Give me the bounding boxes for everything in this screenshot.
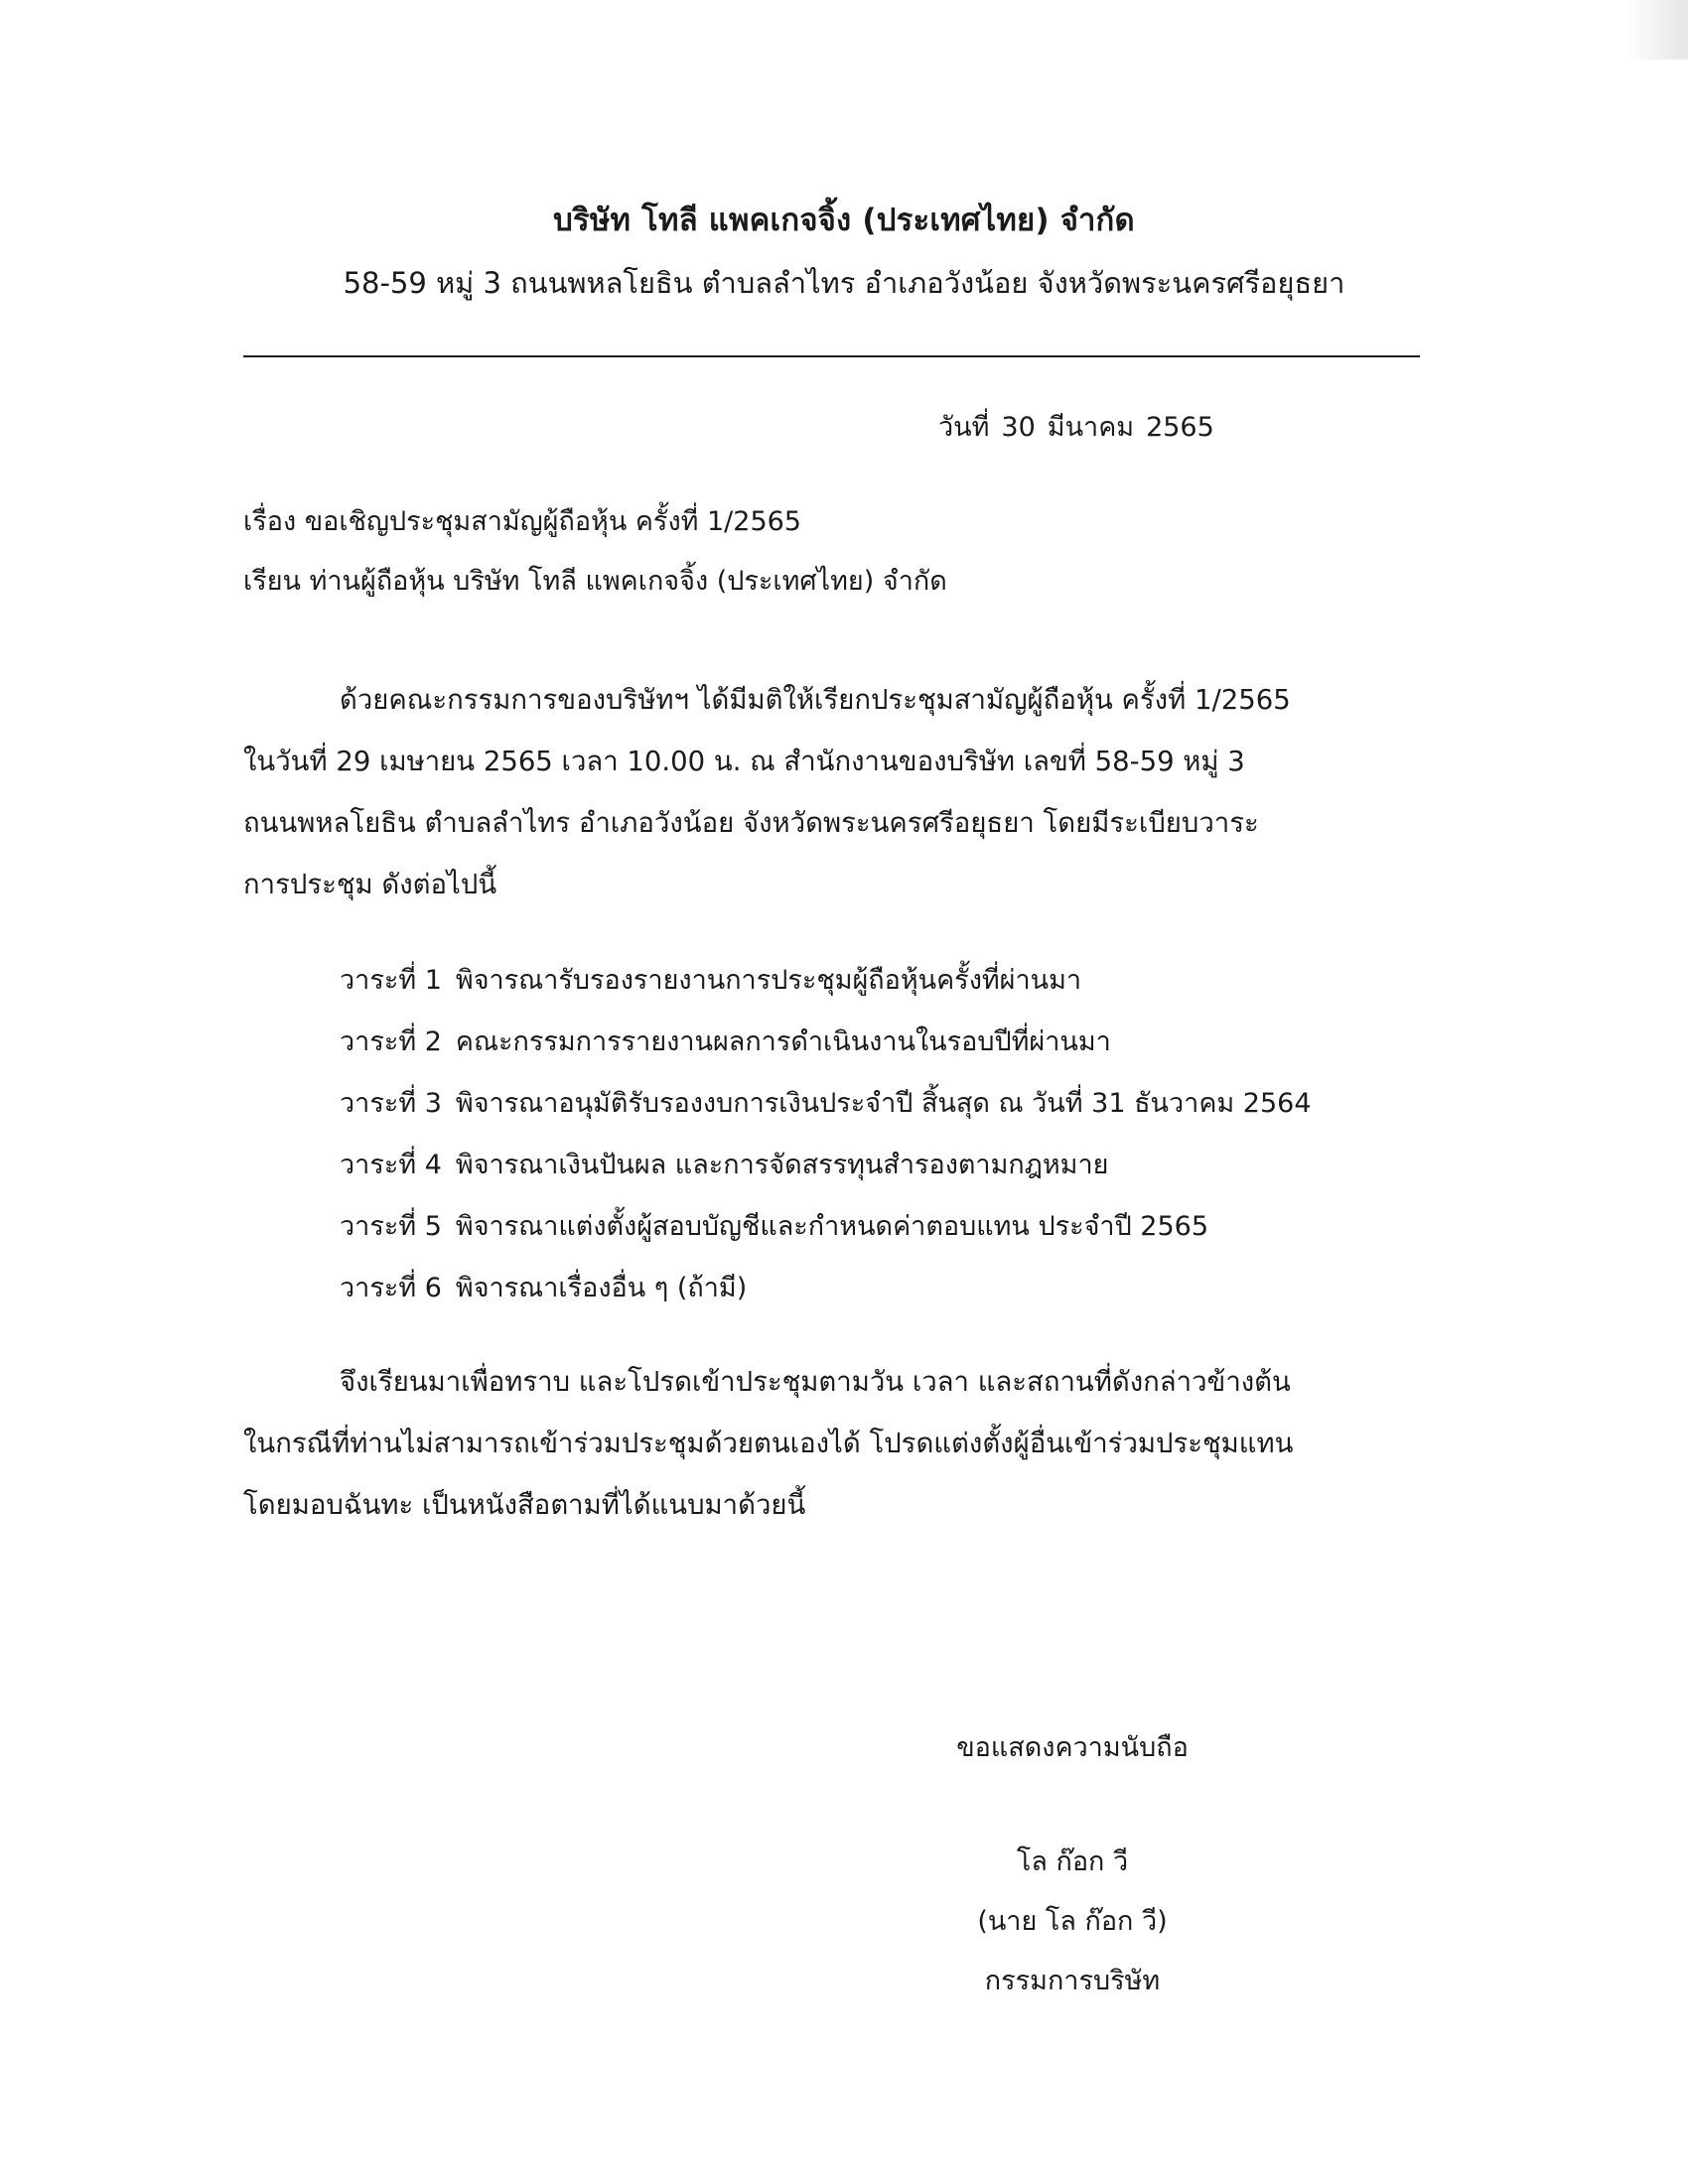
- intro-line-2: ในวันที่ 29 เมษายน 2565 เวลา 10.00 น. ณ สำนักงานของบริษัท เลขที่ 58-59 หมู่ 3: [243, 746, 1245, 777]
- signer-position: กรรมการบริษัท: [984, 1966, 1161, 1996]
- intro-line-1: ด้วยคณะกรรมการของบริษัทฯ ได้มีมติให้เรียกประชุมสามัญผู้ถือหุ้น ครั้งที่ 1/2565: [340, 684, 1291, 716]
- salutation: ขอแสดงความนับถือ: [956, 1732, 1189, 1763]
- agenda-text: พิจารณารับรองรายงานการประชุมผู้ถือหุ้นครั้งที่ผ่านมา: [455, 965, 1082, 996]
- agenda-item-1: [340, 958, 1081, 1001]
- agenda-item-5: [340, 1204, 1208, 1247]
- agenda-number: วาระที่ 3: [340, 1088, 442, 1119]
- agenda-number: วาระที่ 1: [340, 965, 442, 996]
- intro-line-4: การประชุม ดังต่อไปนี้: [243, 869, 497, 900]
- header-divider: [243, 355, 1420, 357]
- printed-name: (นาย โล ก๊อก วี): [977, 1906, 1168, 1937]
- agenda-number: วาระที่ 2: [340, 1026, 442, 1057]
- scan-edge-shadow: [1624, 0, 1688, 60]
- signed-name: โล ก๊อก วี: [1016, 1846, 1129, 1877]
- letter-subject: เรื่อง ขอเชิญประชุมสามัญผู้ถือหุ้น ครั้งที่ 1/2565: [243, 506, 801, 537]
- agenda-item-4: [340, 1143, 1108, 1185]
- agenda-item-6: [340, 1266, 747, 1308]
- letter-date: [938, 405, 1226, 448]
- date-label: วันที่: [938, 412, 990, 443]
- agenda-number: วาระที่ 5: [340, 1211, 442, 1242]
- agenda-text: พิจารณาอนุมัติรับรองงบการเงินประจำปี สิ้นสุด ณ วันที่ 31 ธันวาคม 2564: [455, 1088, 1312, 1119]
- agenda-number: วาระที่ 6: [340, 1273, 442, 1303]
- closing-line-2: ในกรณีที่ท่านไม่สามารถเข้าร่วมประชุมด้วยตนเองได้ โปรดแต่งตั้งผู้อื่นเข้าร่วมประชุมแทน: [243, 1428, 1294, 1459]
- letter-recipient: เรียน ท่านผู้ถือหุ้น บริษัท โทลี แพคเกจจิ้ง (ประเทศไทย) จำกัด: [243, 566, 947, 597]
- company-name: บริษัท โทลี แพคเกจจิ้ง (ประเทศไทย) จำกัด: [553, 203, 1135, 238]
- date-day: 30: [1001, 412, 1036, 443]
- agenda-text: พิจารณาเงินปันผล และการจัดสรรทุนสำรองตามกฎหมาย: [455, 1150, 1109, 1180]
- agenda-text: คณะกรรมการรายงานผลการดำเนินงานในรอบปีที่ผ่านมา: [455, 1026, 1111, 1057]
- agenda-text: พิจารณาแต่งตั้งผู้สอบบัญชีและกำหนดค่าตอบแทน ประจำปี 2565: [455, 1211, 1208, 1242]
- agenda-item-2: [340, 1020, 1111, 1062]
- closing-line-1: จึงเรียนมาเพื่อทราบ และโปรดเข้าประชุมตามวัน เวลา และสถานที่ดังกล่าวข้างต้น: [340, 1366, 1291, 1398]
- closing-line-3: โดยมอบฉันทะ เป็นหนังสือตามที่ได้แนบมาด้วยนี้: [243, 1489, 806, 1521]
- intro-line-3: ถนนพหลโยธิน ตำบลลำไทร อำเภอวังน้อย จังหวัดพระนครศรีอยุธยา โดยมีระเบียบวาระ: [243, 807, 1259, 839]
- agenda-item-3: [340, 1081, 1312, 1124]
- agenda-number: วาระที่ 4: [340, 1150, 442, 1180]
- company-address: 58-59 หมู่ 3 ถนนพหลโยธิน ตำบลลำไทร อำเภอวังน้อย จังหวัดพระนครศรีอยุธยา: [343, 266, 1345, 300]
- agenda-text: พิจารณาเรื่องอื่น ๆ (ถ้ามี): [455, 1273, 748, 1303]
- date-year: 2565: [1146, 412, 1214, 443]
- date-month: มีนาคม: [1047, 412, 1135, 443]
